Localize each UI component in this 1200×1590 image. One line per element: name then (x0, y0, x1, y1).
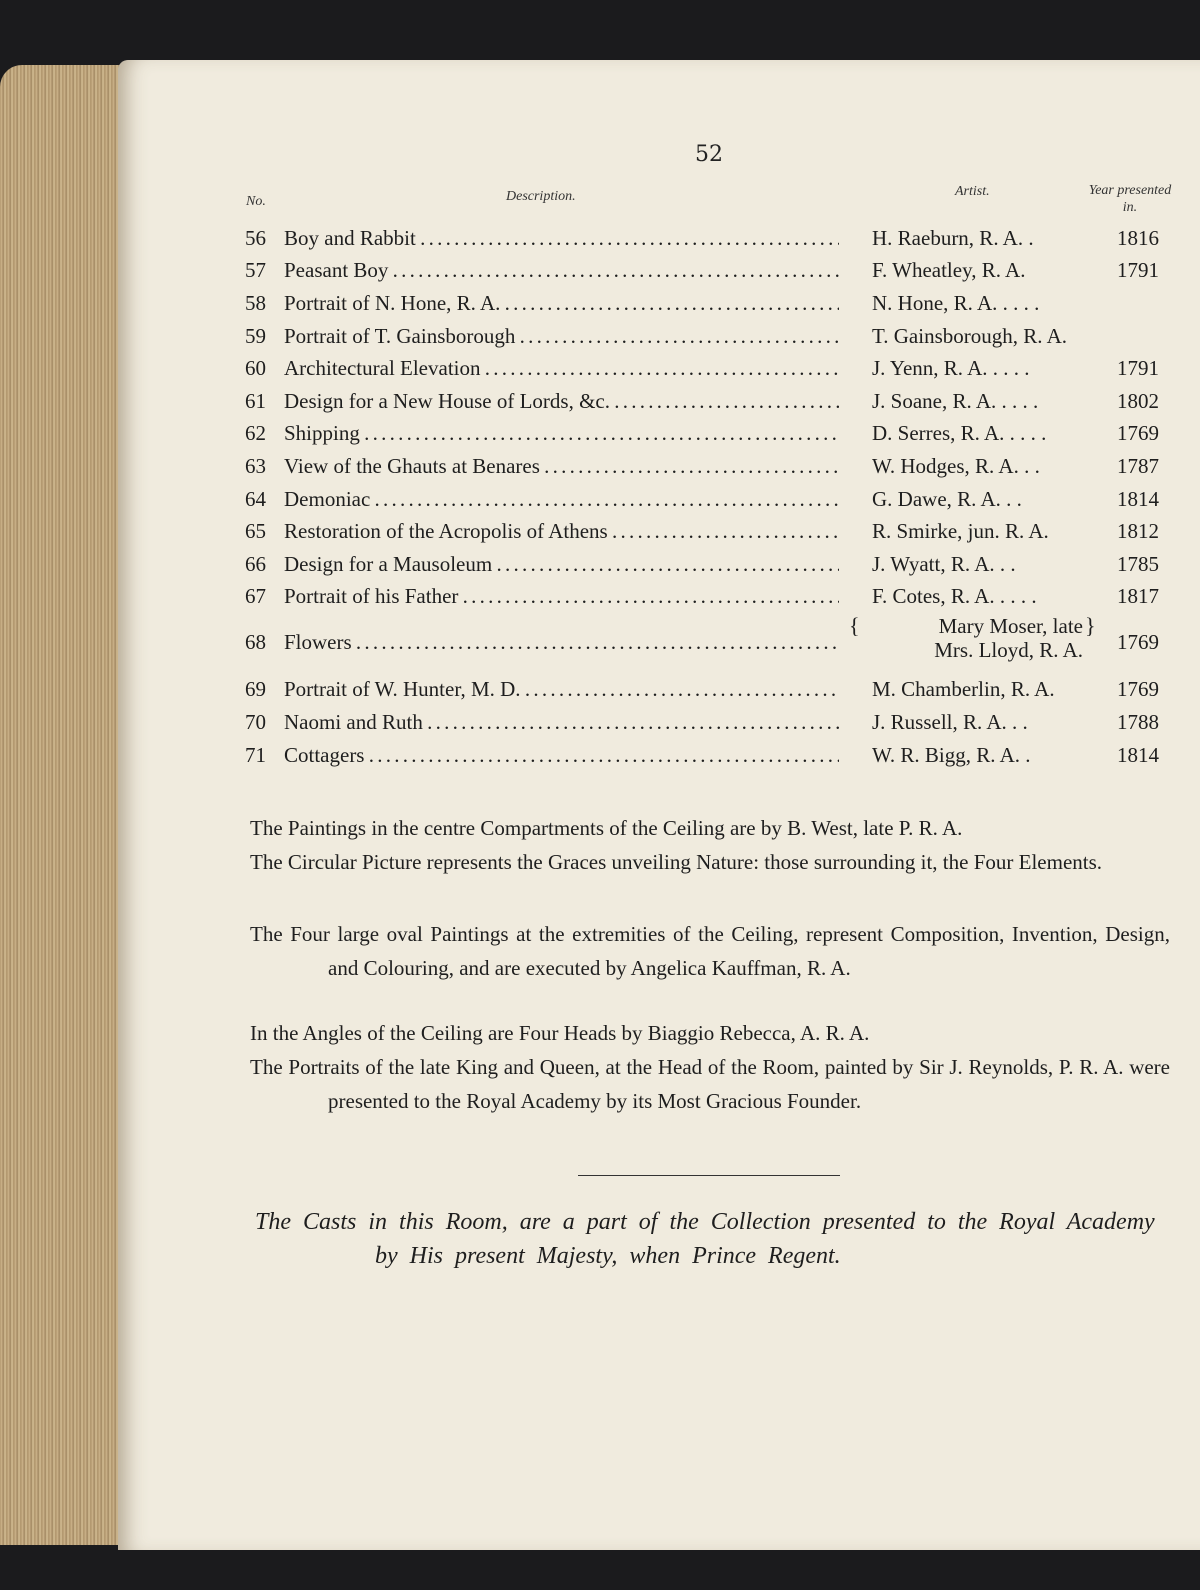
table-row (245, 291, 1175, 321)
row-number: 64 (245, 487, 266, 511)
row-description: Cottagers . . . (284, 743, 839, 768)
row-description: Flowers . . . (284, 630, 839, 655)
table-row (245, 584, 1175, 614)
row-artist: R. Smirke, jun. R. A. (872, 519, 1049, 543)
row-description: Peasant Boy . . . (284, 258, 839, 283)
row-artist: W. Hodges, R. A. . . (872, 454, 1040, 478)
table-row (245, 743, 1175, 773)
row-number: 57 (245, 258, 266, 282)
row-artist (863, 614, 1083, 662)
row-year: 1785 (1117, 552, 1159, 576)
divider-rule (578, 1175, 840, 1176)
row-number: 71 (245, 743, 266, 767)
row-number: 65 (245, 519, 266, 543)
table-row (245, 324, 1175, 354)
table-row (245, 487, 1175, 517)
row-artist: F. Cotes, R. A. . . . . (872, 584, 1037, 608)
table-row (245, 552, 1175, 582)
book-page-edges (0, 65, 135, 1545)
table-row (245, 519, 1175, 549)
page-number: 52 (695, 142, 723, 167)
row-description: Boy and Rabbit . . . (284, 226, 839, 251)
row-artist: W. R. Bigg, R. A. . (872, 743, 1031, 767)
right-brace: } (1085, 613, 1096, 638)
row-artist: T. Gainsborough, R. A. (872, 324, 1068, 348)
table-row (245, 613, 1175, 662)
artist-line-2: Mrs. Lloyd, R. A. (934, 638, 1083, 662)
artist-line-1: Mary Moser, late (938, 614, 1083, 638)
row-artist: H. Raeburn, R. A. . (872, 226, 1034, 250)
note-ceiling-paintings: The Paintings in the centre Compartments of the Ceiling are by B. West, late P. R. A. (250, 816, 963, 840)
row-artist: D. Serres, R. A. . . . . (872, 421, 1047, 445)
row-year: 1814 (1117, 743, 1159, 767)
row-year: 1787 (1117, 454, 1159, 478)
row-description: Design for a Mausoleum . . . (284, 552, 839, 577)
row-description: Naomi and Ruth . . . (284, 710, 839, 735)
row-description: Portrait of T. Gainsborough . . . (284, 324, 839, 349)
left-brace: { (849, 613, 860, 638)
table-row (245, 258, 1175, 288)
row-year: 1791 (1117, 356, 1159, 380)
table-row (245, 421, 1175, 451)
note-portraits: The Portraits of the late King and Queen, at the Head of the Room, painted by Sir J. Reynolds, P. R. A. were presented to the Royal Academy by its Most Gracious Founder. (250, 1055, 1170, 1113)
row-number: 56 (245, 226, 266, 250)
table-row (245, 710, 1175, 740)
row-number: 62 (245, 421, 266, 445)
row-number: 70 (245, 710, 266, 734)
row-number: 67 (245, 584, 266, 608)
row-description: Architectural Elevation . . . (284, 356, 839, 381)
row-year: 1769 (1117, 677, 1159, 701)
row-description: Restoration of the Acropolis of Athens . . . (284, 519, 839, 544)
row-description: Portrait of N. Hone, R. A. . . . (284, 291, 839, 316)
row-year: 1802 (1117, 389, 1159, 413)
row-artist: J. Russell, R. A. . . (872, 710, 1028, 734)
table-row (245, 677, 1175, 707)
row-artist: G. Dawe, R. A. . . (872, 487, 1022, 511)
footer-note: The Casts in this Room, are a part of the Collection presented to the Royal Academy by His present Majesty, when Prince Regent. (255, 1209, 1155, 1269)
row-year: 1812 (1117, 519, 1159, 543)
row-year: 1788 (1117, 710, 1159, 734)
note-oval-paintings: The Four large oval Paintings at the extremities of the Ceiling, represent Composition, Invention, Design, and Colouring, and are executed by Angelica Kauffman, R. A. (250, 922, 1170, 980)
row-year: 1817 (1117, 584, 1159, 608)
row-number: 68 (245, 630, 266, 654)
header-year: Year presented in. (1088, 183, 1172, 215)
row-number: 63 (245, 454, 266, 478)
row-description: Portrait of his Father . . . (284, 584, 839, 609)
note-circular-picture: The Circular Picture represents the Graces unveiling Nature: those surrounding it, the Four Elements. (250, 850, 1103, 874)
row-year: 1816 (1117, 226, 1159, 250)
row-description: Shipping . . . (284, 421, 839, 446)
row-number: 59 (245, 324, 266, 348)
row-description: Portrait of W. Hunter, M. D. . . . (284, 677, 839, 702)
row-artist: J. Yenn, R. A. . . . . (872, 356, 1030, 380)
row-number: 69 (245, 677, 266, 701)
table-row (245, 356, 1175, 386)
row-number: 66 (245, 552, 266, 576)
table-row (245, 454, 1175, 484)
row-artist: N. Hone, R. A. . . . . (872, 291, 1040, 315)
row-artist: M. Chamberlin, R. A. (872, 677, 1055, 701)
row-artist: F. Wheatley, R. A. (872, 258, 1026, 282)
row-artist: J. Soane, R. A. . . . . (872, 389, 1039, 413)
row-year: 1769 (1117, 421, 1159, 445)
table-row (245, 389, 1175, 419)
header-description: Description. (506, 189, 576, 204)
row-number: 58 (245, 291, 266, 315)
note-angles: In the Angles of the Ceiling are Four Heads by Biaggio Rebecca, A. R. A. (250, 1021, 870, 1045)
row-year: 1814 (1117, 487, 1159, 511)
row-number: 61 (245, 389, 266, 413)
row-description: Design for a New House of Lords, &c. . . . (284, 389, 839, 414)
row-description: Demoniac . . . (284, 487, 839, 512)
header-artist: Artist. (955, 184, 990, 199)
row-number: 60 (245, 356, 266, 380)
header-no: No. (246, 194, 266, 209)
table-row (245, 226, 1175, 256)
row-artist: J. Wyatt, R. A. . . (872, 552, 1016, 576)
row-year: 1791 (1117, 258, 1159, 282)
row-year: 1769 (1117, 630, 1159, 654)
row-description: View of the Ghauts at Benares . . . (284, 454, 839, 479)
